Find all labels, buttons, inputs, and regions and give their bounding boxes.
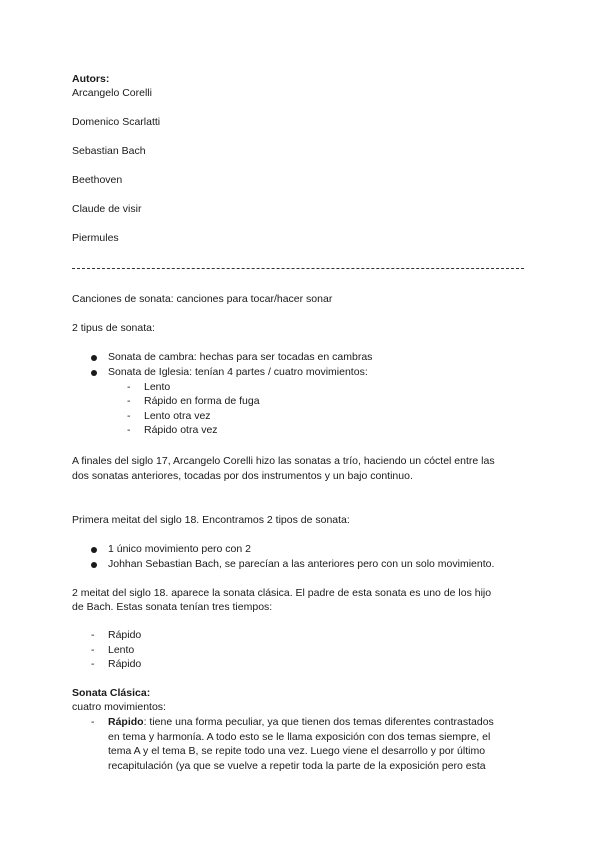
- paragraph-line: tema A y el tema B, se repite todo una vez. Luego viene el desarrollo y por último: [108, 745, 486, 757]
- bullet-icon: [91, 355, 97, 361]
- list-item: 1 único movimiento pero con 2: [108, 543, 251, 555]
- list-item: Rápido: [108, 629, 142, 641]
- paragraph-line: A finales del siglo 17, Arcangelo Corelli hizo las sonatas a trío, haciendo un cóctel entre las: [72, 455, 495, 467]
- section-subheading: cuatro movimientos:: [72, 701, 166, 713]
- list-item: Rápido otra vez: [144, 424, 218, 436]
- term-text: Rápido: [108, 716, 144, 728]
- section-heading: Sonata Clásica:: [72, 687, 151, 699]
- author-name: Arcangelo Corelli: [72, 87, 152, 99]
- paragraph-line: de Bach. Estas sonata tenían tres tiempos:: [72, 601, 273, 613]
- bullet-icon: [91, 547, 97, 553]
- list-item: Johhan Sebastian Bach, se parecían a las anteriores pero con un solo movimiento.: [108, 558, 495, 570]
- author-name: Claude de visir: [72, 203, 142, 215]
- list-item: Lento: [108, 644, 135, 656]
- list-item: [108, 715, 494, 730]
- author-name: Piermules: [72, 232, 119, 244]
- paragraph-line: Primera meitat del siglo 18. Encontramos 2 tipos de sonata:: [72, 514, 350, 526]
- list-item: Rápido: [108, 658, 142, 670]
- list-item: Lento: [144, 381, 171, 393]
- authors-heading: Autors:: [72, 73, 110, 85]
- definition-text: Canciones de sonata: canciones para tocar/hacer sonar: [72, 293, 333, 305]
- bullet-icon: [91, 370, 97, 376]
- list-item: Sonata de cambra: hechas para ser tocadas en cambras: [108, 351, 373, 363]
- author-name: Sebastian Bach: [72, 145, 146, 157]
- dash-icon: -: [91, 629, 95, 641]
- term-description: : tiene una forma peculiar, ya que tienen dos temas diferentes contrastados: [143, 716, 494, 728]
- paragraph-line: recapitulación (ya que se vuelve a repetir toda la parte de la exposición pero esta: [108, 760, 486, 772]
- dash-icon: -: [91, 658, 95, 670]
- paragraph-line: 2 meitat del siglo 18. aparece la sonata clásica. El padre de esta sonata es uno de los hijo: [72, 587, 492, 599]
- paragraph-line: dos sonatas anteriores, tocadas por dos instrumentos y un bajo continuo.: [72, 470, 413, 482]
- author-name: Domenico Scarlatti: [72, 116, 161, 128]
- list-item: Sonata de Iglesia: tenían 4 partes / cuatro movimientos:: [108, 366, 368, 378]
- bullet-icon: [91, 562, 97, 568]
- author-name: Beethoven: [72, 174, 123, 186]
- separator-line: [72, 268, 524, 269]
- types-heading: 2 tipus de sonata:: [72, 322, 155, 334]
- dash-icon: -: [127, 395, 131, 407]
- paragraph-line: en tema y harmonía. A todo esto se le llama exposición con dos temas siempre, el: [108, 731, 491, 743]
- dash-icon: -: [91, 716, 95, 728]
- dash-icon: -: [127, 410, 131, 422]
- list-item: Rápido en forma de fuga: [144, 395, 260, 407]
- dash-icon: -: [127, 424, 131, 436]
- dash-icon: -: [127, 381, 131, 393]
- list-item: Lento otra vez: [144, 410, 211, 422]
- dash-icon: -: [91, 644, 95, 656]
